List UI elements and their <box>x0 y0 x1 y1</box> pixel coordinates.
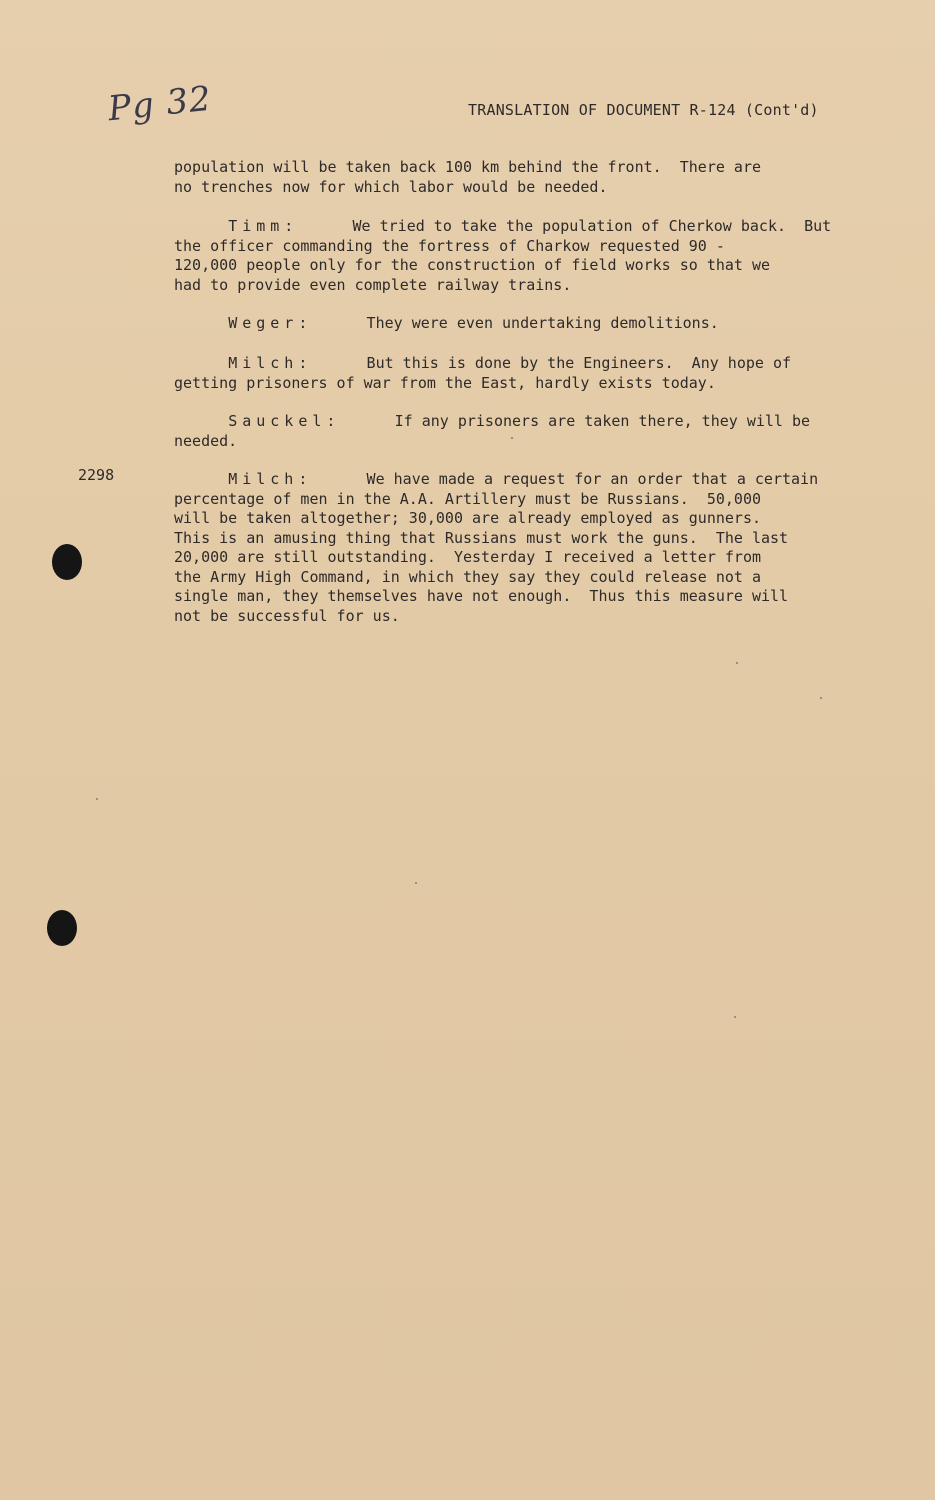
paragraph-line: This is an amusing thing that Russians must work the guns. The last <box>174 528 789 547</box>
paper-speck <box>415 882 417 884</box>
paper-speck <box>96 798 98 800</box>
paragraph-line: the Army High Command, in which they say they could release not a <box>174 567 761 586</box>
paragraph-line: We have made a request for an order that a certain <box>312 470 819 488</box>
punch-hole-top <box>52 544 82 580</box>
paragraph-line: But this is done by the Engineers. Any hope of <box>312 354 792 372</box>
paragraph-line: had to provide even complete railway trains. <box>174 275 572 294</box>
speaker-name: Milch: <box>228 354 313 372</box>
margin-reference-number: 2298 <box>78 466 115 484</box>
paragraph-line: single man, they themselves have not enough. Thus this measure will <box>174 587 789 605</box>
paper-speck <box>820 697 822 699</box>
paragraph-line: We tried to take the population of Cherkow back. But <box>298 217 832 235</box>
speaker-name: Sauckel: <box>228 412 341 430</box>
paragraph-line: not be successful for us. <box>174 606 400 625</box>
paragraph-line: If any prisoners are taken there, they will be <box>340 412 811 430</box>
paragraph-line: no trenches now for which labor would be needed. <box>174 177 608 196</box>
paragraph-sauckel <box>174 412 844 451</box>
paper-speck <box>736 662 738 664</box>
paragraph-line: needed. <box>174 431 238 450</box>
paragraph-line: They were even undertaking demolitions. <box>312 314 719 332</box>
paper-speck <box>511 437 513 439</box>
paragraph-1 <box>174 158 844 197</box>
paragraph-milch-2 <box>174 470 844 626</box>
paragraph-line: 120,000 people only for the construction of field works so that we <box>174 256 771 274</box>
paragraph-line: population will be taken back 100 km behind the front. There are <box>174 158 761 176</box>
paragraph-line: the officer commanding the fortress of Charkow requested 90 - <box>174 236 725 255</box>
document-header-title: TRANSLATION OF DOCUMENT R-124 (Cont'd) <box>468 101 819 119</box>
paper-speck <box>734 1016 736 1018</box>
handwritten-page-number: Pg 32 <box>106 78 214 130</box>
paragraph-line: getting prisoners of war from the East, hardly exists today. <box>174 373 716 392</box>
speaker-name: Weger: <box>228 314 313 332</box>
speaker-name: Timm: <box>228 217 299 235</box>
paragraph-line: percentage of men in the A.A. Artillery must be Russians. 50,000 <box>174 489 761 508</box>
paragraph-weger <box>174 314 844 334</box>
paragraph-line: 20,000 are still outstanding. Yesterday I received a letter from <box>174 548 761 566</box>
paragraph-milch-1 <box>174 354 844 393</box>
paragraph-line: will be taken altogether; 30,000 are already employed as gunners. <box>174 509 761 527</box>
speaker-name: Milch: <box>228 470 313 488</box>
paragraph-timm <box>174 217 844 295</box>
punch-hole-bottom <box>47 910 77 946</box>
